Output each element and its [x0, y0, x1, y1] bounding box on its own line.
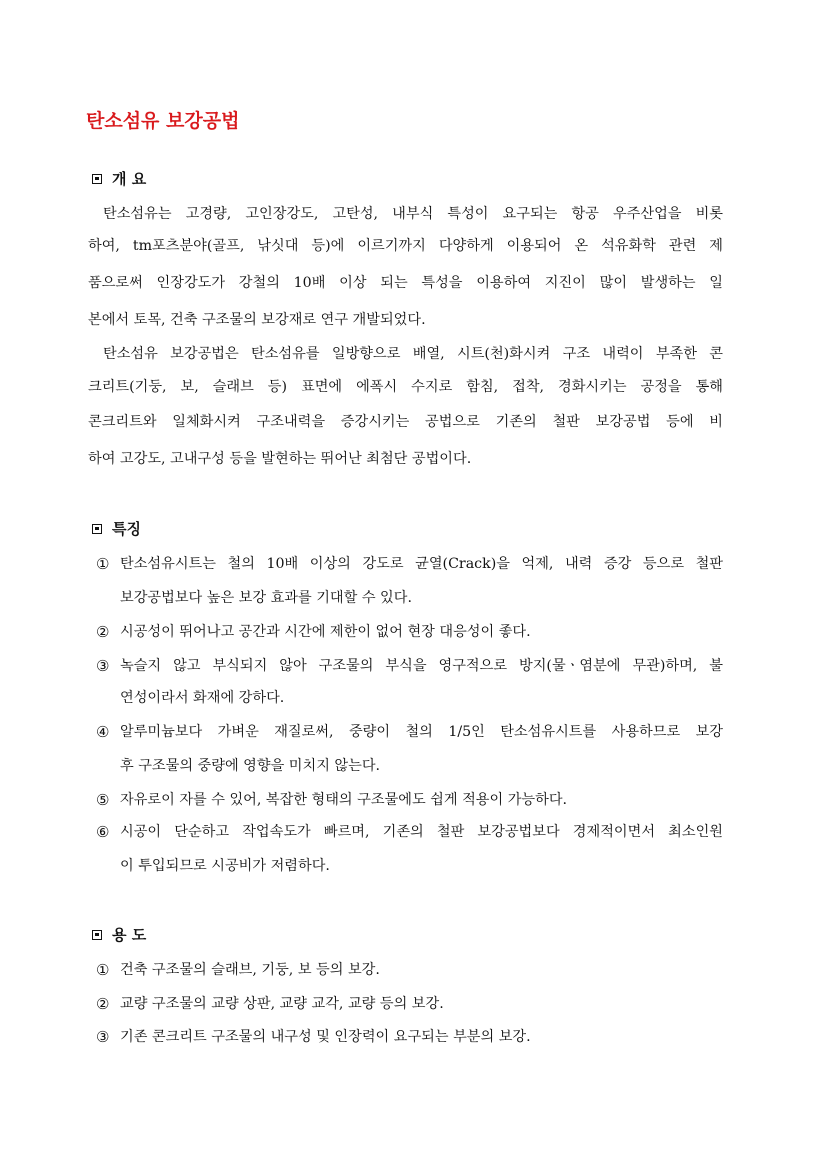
section-heading-label: 개 요: [112, 170, 147, 188]
square-bullet-icon: [92, 930, 102, 940]
list-marker: ②: [96, 623, 110, 641]
list-item-line: 탄소섬유시트는 철의 10배 이상의 강도로 균열(Crack)을 억제, 내력 증강 등으로 철판: [120, 556, 723, 572]
list-item-line: 기존 콘크리트 구조물의 내구성 및 인장력이 요구되는 부분의 보강.: [120, 1029, 531, 1045]
list-item-line: 녹슬지 않고 부식되지 않아 구조물의 부식을 영구적으로 방지(물ㆍ염분에 무관)하며, 불: [120, 658, 723, 674]
list-item-line: 건축 구조물의 슬래브, 기둥, 보 등의 보강.: [120, 962, 380, 978]
list-item-line: 연성이라서 화재에 강하다.: [120, 690, 285, 706]
list-item-line: 자유로이 자를 수 있어, 복잡한 형태의 구조물에도 쉽게 적용이 가능하다.: [120, 792, 568, 808]
list-item-line: 보강공법보다 높은 보강 효과를 기대할 수 있다.: [120, 590, 412, 606]
paragraph-line: 하여 고강도, 고내구성 등을 발현하는 뛰어난 최첨단 공법이다.: [88, 451, 472, 467]
paragraph-line: 품으로써 인장강도가 강철의 10배 이상 되는 특성을 이용하여 지진이 많이 발생하는 일: [88, 275, 723, 291]
list-marker: ①: [96, 555, 110, 573]
list-item-line: 시공성이 뛰어나고 공간과 시간에 제한이 없어 현장 대응성이 좋다.: [120, 624, 531, 640]
square-bullet-icon: [92, 174, 102, 184]
list-item-line: 교량 구조물의 교량 상판, 교량 교각, 교량 등의 보강.: [120, 996, 444, 1012]
paragraph-line: 탄소섬유 보강공법은 탄소섬유를 일방향으로 배열, 시트(천)화시켜 구조 내력이 부족한 콘: [103, 346, 723, 362]
paragraph-line: 하여, tm포츠분야(골프, 낚싯대 등)에 이르기까지 다양하게 이용되어 온 석유화학 관련 제: [88, 238, 723, 254]
list-marker: ③: [96, 1028, 110, 1046]
list-marker: ①: [96, 961, 110, 979]
list-marker: ②: [96, 995, 110, 1013]
paragraph-line: 콘크리트와 일체화시켜 구조내력을 증강시키는 공법으로 기존의 철판 보강공법 등에 비: [88, 414, 723, 430]
list-item-line: 후 구조물의 중량에 영향을 미치지 않는다.: [120, 758, 381, 774]
section-heading-features: [92, 518, 141, 539]
section-heading-label: 용 도: [112, 926, 147, 944]
square-bullet-icon: [92, 524, 102, 534]
section-heading-overview: [92, 168, 146, 189]
list-item-line: 알루미늄보다 가벼운 재질로써, 중량이 철의 1/5인 탄소섬유시트를 사용하므로 보강: [120, 724, 723, 740]
page-title: 탄소섬유 보강공법: [86, 110, 240, 132]
paragraph-line: 탄소섬유는 고경량, 고인장강도, 고탄성, 내부식 특성이 요구되는 항공 우주산업을 비롯: [103, 206, 723, 222]
list-item-line: 시공이 단순하고 작업속도가 빠르며, 기존의 철판 보강공법보다 경제적이면서 최소인원: [120, 824, 723, 840]
list-marker: ⑥: [96, 823, 110, 841]
list-item-line: 이 투입되므로 시공비가 저렴하다.: [120, 858, 330, 874]
paragraph-line: 본에서 토목, 건축 구조물의 보강재로 연구 개발되었다.: [88, 312, 426, 328]
list-marker: ④: [96, 723, 110, 741]
list-marker: ③: [96, 657, 110, 675]
section-heading-uses: [92, 924, 146, 945]
paragraph-line: 크리트(기둥, 보, 슬래브 등) 표면에 에폭시 수지로 함침, 접착, 경화시키는 공정을 통해: [88, 379, 723, 395]
list-marker: ⑤: [96, 791, 110, 809]
section-heading-label: 특징: [112, 520, 141, 538]
